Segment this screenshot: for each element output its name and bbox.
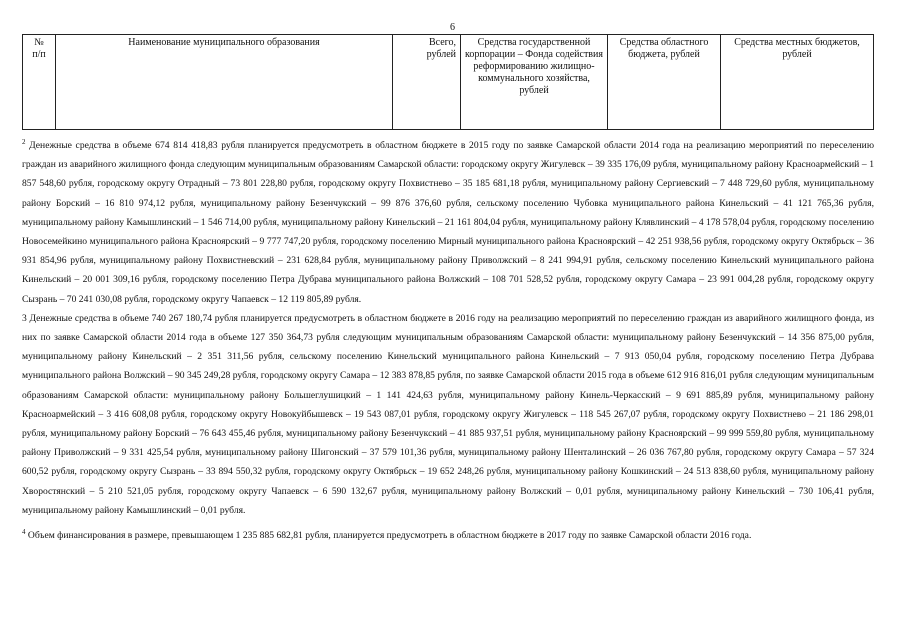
- table-header-row: [23, 35, 874, 130]
- col-number-label: № п/п: [32, 37, 46, 60]
- col-fund-header: [461, 35, 608, 130]
- footnote-text: Объем финансирования в размере, превышающем 1 235 885 682,81 рубля, планируется предусмотреть в областном бюджете в 2017 году по заявке Самарской области 2016 года.: [27, 530, 752, 542]
- col-local-header: [721, 35, 874, 130]
- footnote-text: Денежные средства в объеме 674 814 418,83 рубля планируется предусмотреть в областном бюджете в 2015 году по заявке Самарской области 2014 года на реализацию мероприятий по переселению граждан из аварийного жилищного фонда следующим муниципальным образованиям Самарской области: городскому округу Жигулевск – 39 335 176,09 рубля, муниципальному району Красноармейский – 1 857 548,60 рубля, городскому округу Отрадный – 73 801 228,80 рубля, городскому округу Похвистнево – 35 185 681,18 рубля, муниципальному району Сергиевский – 7 448 729,60 рубля, муниципальному району Борский – 16 810 974,12 рубля, муниципальному району Безенчукский – 99 876 376,60 рубля, сельскому поселению Чубовка муниципального района Кинельский – 41 121 765,36 рубля, муниципальному району Камышлинский – 1 546 714,00 рубля, муниципальному району Кинельский – 21 161 804,04 рубля, муниципальному району Клявлинский – 4 178 578,04 рубля, городскому поселению Новосемейкино муниципального района Красноярский – 9 777 747,20 рубля, городскому поселению Мирный муниципального района Красноярский – 42 251 938,56 рубля, городскому округу Октябрьск – 36 931 854,96 рубля, муниципальному району Похвистневский – 231 628,84 рубля, муниципальному району Приволжский – 8 241 994,91 рубля, сельскому поселению Кинельский муниципального района Кинельский – 20 001 309,16 рубля, городскому поселению Петра Дубрава муниципального района Волжский – 108 701 528,52 рубля, городскому округу Самара – 23 991 004,28 рубля, городскому округу Сызрань – 70 241 030,08 рубля, городскому округу Чапаевск – 12 119 805,89 рубля.: [22, 140, 874, 305]
- col-regional-header: [608, 35, 721, 130]
- footnote-4: [22, 526, 874, 545]
- footnote-marker: 2: [22, 137, 26, 146]
- page-number: 6: [450, 22, 455, 33]
- col-number-header: [23, 35, 56, 130]
- table-header: [22, 34, 874, 130]
- col-regional-label: Средства областного бюджета, рублей: [619, 37, 709, 60]
- col-name-label: Наименование муниципального образования: [128, 37, 320, 48]
- footnote-marker: 4: [22, 527, 26, 536]
- footnote-2: [22, 136, 874, 309]
- col-total-header: [393, 35, 461, 130]
- footnote-text: Денежные средства в объеме 740 267 180,74 рубля планируется предусмотреть в областном бюджете в 2016 году на реализацию мероприятий по переселению граждан из аварийного жилищного фонда, из них по заявке Самарской области 2014 года в объеме 127 350 364,73 рубля следующим муниципальным образованиям Самарской области: муниципальному району Безенчукский – 14 356 875,00 рубля, муниципальному району Кинельский – 2 351 311,56 рубля, сельскому поселению Кинельский муниципального района Кинельский – 7 913 050,04 рубля, городскому поселению Петра Дубрава муниципального района Волжский – 90 345 249,28 рубля, городскому округу Самара – 12 383 878,85 рубля, по заявке Самарской области 2015 года в объеме 612 916 816,01 рубля следующим муниципальным образованиям Самарской области: муниципальному району Большеглушицкий – 1 141 424,63 рубля, муниципальному району Кинель-Черкасский – 9 691 885,89 рубля, муниципальному району Красноармейский – 3 416 608,08 рубля, городскому округу Новокуйбышевск – 19 543 087,01 рубля, городскому округу Жигулевск – 118 545 267,07 рубля, городскому округу Похвистнево – 21 186 298,01 рубля, муниципальному району Борский – 76 643 455,46 рубля, муниципальному району Безенчукский – 41 885 937,51 рубля, муниципальному району Красноярский – 99 999 559,80 рубля, муниципальному району Приволжский – 9 331 425,54 рубля, муниципальному району Шигонский – 37 579 101,36 рубля, муниципальному району Шенталинский – 26 036 767,80 рубля, городскому округу Самара – 57 324 600,52 рубля, городскому округу Сызрань – 33 894 550,32 рубля, городскому округу Октябрьск – 19 652 248,26 рубля, муниципальному району Кошкинский – 24 513 838,60 рубля, муниципальному району Хворостянский – 5 210 521,05 рубля, городскому округу Чапаевск – 6 590 132,67 рубля, муниципальному району Волжский – 0,01 рубля, муниципальному району Кинельский – 730 106,41 рубля, муниципальному району Камышлинский – 0,01 рубля.: [22, 312, 874, 516]
- col-total-label: Всего, рублей: [426, 37, 456, 60]
- col-name-header: [56, 35, 393, 130]
- footnote-marker: 3: [22, 312, 27, 324]
- footnotes: [22, 136, 874, 545]
- footnote-3: [22, 309, 874, 520]
- col-fund-label: Средства государственной корпорации – Фонда содействия реформированию жилищно-коммунального хозяйства, рублей: [465, 37, 603, 96]
- col-local-label: Средства местных бюджетов, рублей: [734, 37, 860, 60]
